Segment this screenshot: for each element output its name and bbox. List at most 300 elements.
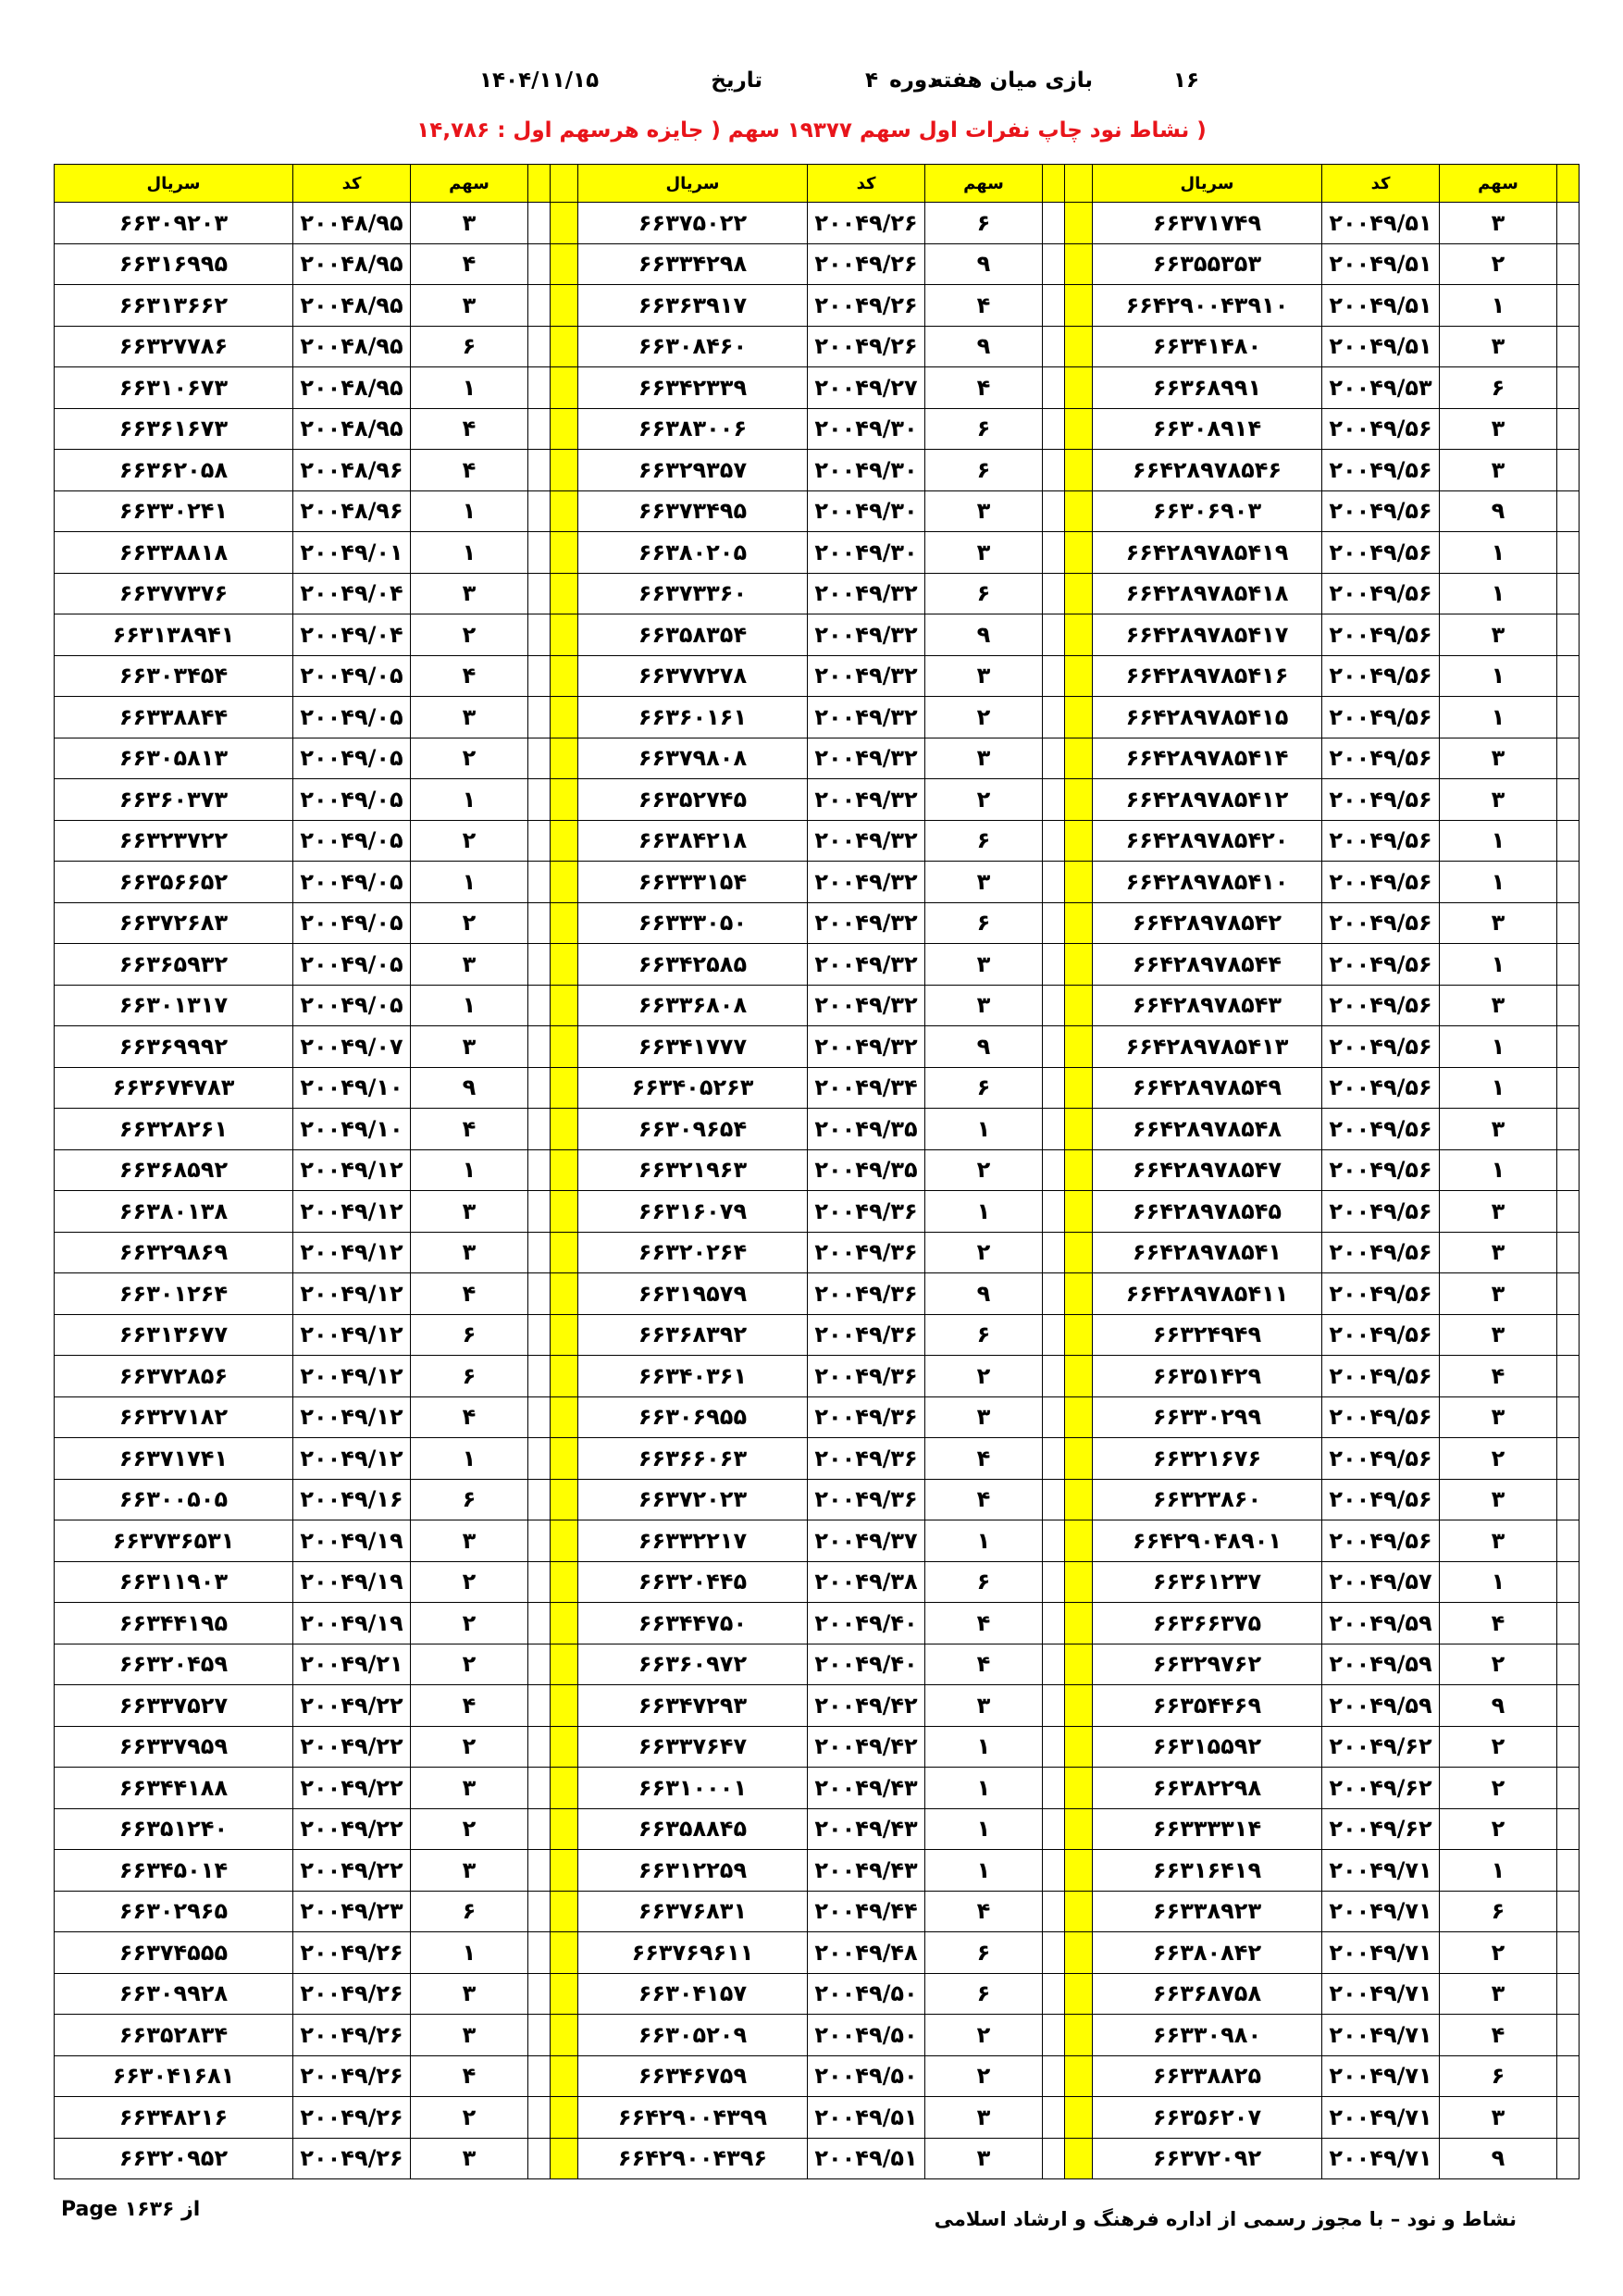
group-separator [1065,326,1093,367]
blank-cell [1043,1973,1065,2015]
serial-cell: ۶۶۳۳۳۱۵۴ [578,862,808,903]
group-separator [551,1932,578,1974]
blank-cell [1557,1479,1580,1520]
code-cell: ۲۰۰۴۹/۵۷ [1322,1561,1440,1603]
code-cell: ۲۰۰۴۹/۲۲ [293,1808,411,1850]
code-cell: ۲۰۰۴۸/۹۵ [293,285,411,327]
serial-cell: ۶۶۳۰۸۴۶۰ [578,326,808,367]
code-cell: ۲۰۰۴۹/۳۶ [808,1438,925,1480]
group-separator [551,2138,578,2179]
blank-cell [1557,779,1580,821]
code-cell: ۲۰۰۴۹/۲۶ [293,2015,411,2056]
blank-cell [1043,738,1065,779]
serial-cell: ۶۶۳۱۱۹۰۳ [55,1561,293,1603]
code-cell: ۲۰۰۴۹/۴۲ [808,1685,925,1727]
group-separator [551,490,578,532]
blank-cell [1043,1026,1065,1068]
group-separator [551,1314,578,1356]
share-cell: ۴ [925,1644,1043,1685]
share-cell: ۳ [925,532,1043,574]
serial-cell: ۶۶۳۵۱۲۴۰ [55,1808,293,1850]
share-cell: ۱ [925,1850,1043,1892]
serial-cell: ۶۶۳۳۷۹۵۹ [55,1726,293,1768]
serial-cell: ۶۶۳۲۰۴۵۹ [55,1644,293,1685]
group-separator [1065,2015,1093,2056]
blank-cell [528,862,551,903]
share-cell: ۶ [411,1479,528,1520]
serial-cell: ۶۶۳۷۶۹۶۱۱ [578,1932,808,1974]
blank-cell [1043,2097,1065,2139]
serial-cell: ۶۶۳۰۳۴۵۴ [55,655,293,697]
serial-cell: ۶۶۳۲۹۷۶۲ [1093,1644,1322,1685]
page-number: ۱۶ [1172,68,1199,93]
group-separator [551,1396,578,1438]
blank-cell [1043,944,1065,986]
group-separator [1065,985,1093,1026]
code-cell: ۲۰۰۴۹/۰۱ [293,532,411,574]
serial-cell: ۶۶۳۲۱۶۷۶ [1093,1438,1322,1480]
share-cell: ۳ [411,1768,528,1809]
serial-cell: ۶۶۳۴۲۵۸۵ [578,944,808,986]
serial-cell: ۶۶۳۱۳۶۶۲ [55,285,293,327]
blank-cell [528,2055,551,2097]
blank-cell [528,1438,551,1480]
blank-cell [1043,902,1065,944]
share-cell: ۳ [925,655,1043,697]
share-cell: ۴ [1440,1356,1557,1397]
code-cell: ۲۰۰۴۸/۹۵ [293,326,411,367]
share-cell: ۴ [925,367,1043,409]
share-cell: ۳ [1440,738,1557,779]
serial-cell: ۶۶۳۶۰۱۶۱ [578,697,808,738]
code-cell: ۲۰۰۴۹/۳۲ [808,902,925,944]
share-cell: ۳ [1440,1314,1557,1356]
code-cell: ۲۰۰۴۹/۵۶ [1322,614,1440,656]
group-separator [1065,408,1093,450]
blank-cell [528,1314,551,1356]
group-separator [551,862,578,903]
share-cell: ۳ [925,944,1043,986]
code-cell: ۲۰۰۴۹/۲۶ [808,285,925,327]
serial-cell: ۶۶۴۲۸۹۷۸۵۴۶ [1093,450,1322,491]
share-cell: ۳ [411,285,528,327]
code-cell: ۲۰۰۴۹/۲۶ [293,1932,411,1974]
code-cell: ۲۰۰۴۹/۵۶ [1322,944,1440,986]
serial-cell: ۶۶۳۷۱۷۴۱ [55,1438,293,1480]
code-cell: ۲۰۰۴۹/۵۰ [808,1973,925,2015]
serial-cell: ۶۶۳۰۲۹۶۵ [55,1891,293,1932]
blank-cell [1043,1891,1065,1932]
serial-cell: ۶۶۳۳۲۲۱۷ [578,1520,808,1562]
table-row [55,1191,1580,1233]
serial-cell: ۶۶۳۴۴۷۵۰ [578,1603,808,1644]
blank-cell [1557,1356,1580,1397]
share-cell: ۴ [411,655,528,697]
serial-cell: ۶۶۳۵۴۴۶۹ [1093,1685,1322,1727]
code-cell: ۲۰۰۴۸/۹۵ [293,367,411,409]
serial-cell: ۶۶۴۲۹۰۰۴۳۹۶ [578,2138,808,2179]
group-separator [551,1356,578,1397]
serial-cell: ۶۶۴۲۸۹۷۸۵۴۱۰ [1093,862,1322,903]
group-separator [551,2097,578,2139]
share-cell: ۹ [925,614,1043,656]
blank-cell [1043,1067,1065,1109]
share-cell: ۶ [925,820,1043,862]
table-row [55,985,1580,1026]
share-cell: ۳ [1440,326,1557,367]
group-separator [1065,738,1093,779]
share-cell: ۹ [925,243,1043,285]
blank-cell [528,326,551,367]
blank-cell [528,1396,551,1438]
blank-cell [1557,1396,1580,1438]
blank-cell [1043,326,1065,367]
blank-cell [528,655,551,697]
group-separator [551,408,578,450]
share-cell: ۴ [411,1109,528,1150]
serial-cell: ۶۶۳۳۰۲۹۹ [1093,1396,1322,1438]
group-separator [551,944,578,986]
code-cell: ۲۰۰۴۹/۳۴ [808,1067,925,1109]
group-separator [1065,1520,1093,1562]
serial-cell: ۶۶۳۴۴۱۹۵ [55,1603,293,1644]
share-cell: ۲ [1440,1932,1557,1974]
code-cell: ۲۰۰۴۹/۲۶ [808,203,925,244]
share-cell: ۶ [925,1932,1043,1974]
code-cell: ۲۰۰۴۹/۳۲ [808,738,925,779]
serial-cell: ۶۶۳۶۹۹۹۲ [55,1026,293,1068]
share-cell: ۱ [1440,655,1557,697]
code-cell: ۲۰۰۴۹/۵۶ [1322,779,1440,821]
share-cell: ۳ [925,2138,1043,2179]
serial-cell: ۶۶۳۶۸۳۹۲ [578,1314,808,1356]
code-cell: ۲۰۰۴۹/۷۱ [1322,2097,1440,2139]
code-cell: ۲۰۰۴۹/۳۵ [808,1149,925,1191]
blank-cell [1557,243,1580,285]
serial-cell: ۶۶۳۷۲۰۲۳ [578,1479,808,1520]
blank-cell [1043,779,1065,821]
table-row [55,902,1580,944]
share-cell: ۴ [411,2055,528,2097]
group-separator [1065,862,1093,903]
blank-cell [1557,820,1580,862]
table-row [55,1232,1580,1273]
code-cell: ۲۰۰۴۹/۵۱ [1322,203,1440,244]
share-cell: ۲ [411,738,528,779]
table-row [55,1644,1580,1685]
serial-cell: ۶۶۴۲۸۹۷۸۵۴۷ [1093,1149,1322,1191]
serial-cell: ۶۶۳۴۲۳۳۹ [578,367,808,409]
serial-cell: ۶۶۳۶۳۹۱۷ [578,285,808,327]
share-cell: ۳ [1440,1520,1557,1562]
blank-cell [1043,450,1065,491]
blank-cell [1043,1109,1065,1150]
code-cell: ۲۰۰۴۹/۴۰ [808,1603,925,1644]
code-cell: ۲۰۰۴۹/۵۶ [1322,1396,1440,1438]
table-row [55,1561,1580,1603]
code-cell: ۲۰۰۴۹/۳۶ [808,1232,925,1273]
code-cell: ۲۰۰۴۹/۱۹ [293,1603,411,1644]
page-count: از ۱۶۳۶ Page [61,2198,201,2221]
share-cell: ۱ [1440,1850,1557,1892]
blank-cell [1557,408,1580,450]
group-separator [551,1273,578,1315]
group-separator [551,1109,578,1150]
code-cell: ۲۰۰۴۹/۵۶ [1322,655,1440,697]
share-cell: ۳ [925,862,1043,903]
blank-cell [1557,1561,1580,1603]
share-cell: ۲ [411,1603,528,1644]
group-separator [551,2015,578,2056]
table-row [55,614,1580,656]
blank-cell [1043,1932,1065,1974]
serial-cell: ۶۶۳۰۶۹۰۳ [1093,490,1322,532]
table-row [55,1273,1580,1315]
serial-cell: ۶۶۳۵۲۸۳۴ [55,2015,293,2056]
serial-cell: ۶۶۳۰۴۱۶۸۱ [55,2055,293,2097]
serial-cell: ۶۶۴۲۹۰۰۴۳۹۱۰ [1093,285,1322,327]
group-separator [1065,1438,1093,1480]
blank-cell [528,1109,551,1150]
serial-cell: ۶۶۳۳۸۸۴۴ [55,697,293,738]
share-cell: ۲ [1440,1726,1557,1768]
blank-cell [528,408,551,450]
group-separator [1065,573,1093,614]
header-blank [1557,165,1580,203]
code-cell: ۲۰۰۴۹/۳۶ [808,1479,925,1520]
page-header [0,63,1623,100]
table-row [55,1932,1580,1974]
blank-cell [528,614,551,656]
code-cell: ۲۰۰۴۹/۵۱ [1322,285,1440,327]
code-cell: ۲۰۰۴۹/۵۶ [1322,1067,1440,1109]
code-cell: ۲۰۰۴۹/۰۷ [293,1026,411,1068]
share-cell: ۹ [925,326,1043,367]
code-cell: ۲۰۰۴۹/۲۶ [808,243,925,285]
group-separator [1065,1850,1093,1892]
serial-cell: ۶۶۳۳۷۵۲۷ [55,1685,293,1727]
code-cell: ۲۰۰۴۹/۷۱ [1322,2015,1440,2056]
serial-cell: ۶۶۳۰۵۸۱۳ [55,738,293,779]
serial-cell: ۶۶۳۸۲۲۹۸ [1093,1768,1322,1809]
share-cell: ۱ [411,1932,528,1974]
code-cell: ۲۰۰۴۹/۶۲ [1322,1768,1440,1809]
group-separator [551,1973,578,2015]
table-row [55,1438,1580,1480]
game-title: بازی میان هفته [930,68,1093,93]
blank-cell [1043,1603,1065,1644]
share-cell: ۲ [1440,1768,1557,1809]
group-separator [551,738,578,779]
serial-cell: ۶۶۴۲۸۹۷۸۵۴۴ [1093,944,1322,986]
serial-cell: ۶۶۳۲۰۲۶۴ [578,1232,808,1273]
serial-cell: ۶۶۳۶۶۳۷۵ [1093,1603,1322,1644]
blank-cell [1557,2055,1580,2097]
group-separator [1065,655,1093,697]
code-cell: ۲۰۰۴۹/۰۵ [293,944,411,986]
blank-cell [528,243,551,285]
serial-cell: ۶۶۳۶۵۹۳۲ [55,944,293,986]
blank-cell [1043,243,1065,285]
serial-cell: ۶۶۳۱۳۸۹۴۱ [55,614,293,656]
code-cell: ۲۰۰۴۹/۳۰ [808,532,925,574]
group-separator [1065,1603,1093,1644]
group-separator [1065,1932,1093,1974]
code-cell: ۲۰۰۴۹/۷۱ [1322,1850,1440,1892]
code-cell: ۲۰۰۴۹/۲۶ [808,326,925,367]
blank-cell [1557,1644,1580,1685]
code-cell: ۲۰۰۴۹/۵۶ [1322,862,1440,903]
serial-cell: ۶۶۳۱۶۹۹۵ [55,243,293,285]
code-cell: ۲۰۰۴۹/۵۶ [1322,1109,1440,1150]
blank-cell [528,1561,551,1603]
share-cell: ۲ [1440,1644,1557,1685]
serial-cell: ۶۶۳۸۰۸۴۲ [1093,1932,1322,1974]
serial-cell: ۶۶۳۶۷۴۷۸۳ [55,1067,293,1109]
serial-cell: ۶۶۳۲۰۹۵۲ [55,2138,293,2179]
serial-cell: ۶۶۳۷۱۷۴۹ [1093,203,1322,244]
serial-cell: ۶۶۳۱۳۶۷۷ [55,1314,293,1356]
share-cell: ۴ [925,285,1043,327]
round-label: دوره [889,68,938,93]
code-cell: ۲۰۰۴۸/۹۵ [293,408,411,450]
share-cell: ۳ [1440,1191,1557,1233]
table-row [55,2138,1580,2179]
code-cell: ۲۰۰۴۹/۲۱ [293,1644,411,1685]
blank-cell [1557,1973,1580,2015]
share-cell: ۲ [411,902,528,944]
serial-cell: ۶۶۳۳۳۰۵۰ [578,902,808,944]
serial-cell: ۶۶۴۲۸۹۷۸۵۴۱۷ [1093,614,1322,656]
group-separator [551,614,578,656]
code-cell: ۲۰۰۴۹/۰۴ [293,614,411,656]
blank-cell [1557,285,1580,327]
serial-cell: ۶۶۴۲۹۰۴۸۹۰۱ [1093,1520,1322,1562]
group-separator [551,2055,578,2097]
code-cell: ۲۰۰۴۹/۴۰ [808,1644,925,1685]
code-cell: ۲۰۰۴۹/۵۱ [808,2097,925,2139]
serial-cell: ۶۶۳۳۸۹۲۳ [1093,1891,1322,1932]
code-cell: ۲۰۰۴۹/۷۱ [1322,1973,1440,2015]
group-separator [1065,1808,1093,1850]
code-cell: ۲۰۰۴۹/۵۱ [808,2138,925,2179]
group-separator [551,1149,578,1191]
share-cell: ۹ [1440,2138,1557,2179]
serial-cell: ۶۶۳۲۷۱۸۲ [55,1396,293,1438]
share-cell: ۴ [411,408,528,450]
share-cell: ۳ [411,203,528,244]
blank-cell [528,1232,551,1273]
header-serial: سریال [578,165,808,203]
share-cell: ۴ [925,1891,1043,1932]
results-table [54,164,1580,2179]
code-cell: ۲۰۰۴۹/۳۶ [808,1314,925,1356]
group-separator [551,367,578,409]
code-cell: ۲۰۰۴۹/۳۸ [808,1561,925,1603]
blank-cell [1043,614,1065,656]
table-row [55,1768,1580,1809]
share-cell: ۱ [925,1520,1043,1562]
share-cell: ۳ [1440,450,1557,491]
table-row [55,1396,1580,1438]
serial-cell: ۶۶۳۳۴۲۹۸ [578,243,808,285]
table-row [55,285,1580,327]
group-separator [1065,1314,1093,1356]
share-cell: ۶ [925,1314,1043,1356]
table-row [55,1603,1580,1644]
code-cell: ۲۰۰۴۸/۹۵ [293,203,411,244]
blank-cell [1557,655,1580,697]
group-separator [551,1768,578,1809]
code-cell: ۲۰۰۴۹/۲۷ [808,367,925,409]
share-cell: ۳ [411,2015,528,2056]
blank-cell [1557,2138,1580,2179]
date-label: تاریخ [711,68,762,93]
code-cell: ۲۰۰۴۹/۲۲ [293,1685,411,1727]
blank-cell [528,2138,551,2179]
share-cell: ۶ [925,1067,1043,1109]
share-cell: ۴ [925,1603,1043,1644]
blank-cell [528,1520,551,1562]
code-cell: ۲۰۰۴۹/۳۲ [808,779,925,821]
share-cell: ۶ [411,326,528,367]
blank-cell [1043,1149,1065,1191]
table-row [55,944,1580,986]
blank-cell [1557,697,1580,738]
blank-cell [528,1603,551,1644]
code-cell: ۲۰۰۴۹/۱۹ [293,1561,411,1603]
code-cell: ۲۰۰۴۹/۴۳ [808,1808,925,1850]
header-blank [528,165,551,203]
share-cell: ۳ [925,1685,1043,1727]
blank-cell [1557,902,1580,944]
serial-cell: ۶۶۳۳۷۶۴۷ [578,1726,808,1768]
serial-cell: ۶۶۳۰۹۲۰۳ [55,203,293,244]
serial-cell: ۶۶۴۲۸۹۷۸۵۴۱ [1093,1232,1322,1273]
serial-cell: ۶۶۳۰۱۲۶۴ [55,1273,293,1315]
blank-cell [1557,1273,1580,1315]
blank-cell [1043,1232,1065,1273]
code-cell: ۲۰۰۴۹/۵۶ [1322,1520,1440,1562]
code-cell: ۲۰۰۴۹/۵۶ [1322,408,1440,450]
code-cell: ۲۰۰۴۹/۵۶ [1322,1191,1440,1233]
blank-cell [1043,655,1065,697]
serial-cell: ۶۶۳۲۹۸۶۹ [55,1232,293,1273]
share-cell: ۳ [1440,2097,1557,2139]
share-cell: ۴ [411,1273,528,1315]
serial-cell: ۶۶۴۲۸۹۷۸۵۴۳ [1093,985,1322,1026]
code-cell: ۲۰۰۴۹/۳۲ [808,573,925,614]
code-cell: ۲۰۰۴۹/۵۹ [1322,1644,1440,1685]
share-cell: ۱ [1440,1561,1557,1603]
blank-cell [528,1026,551,1068]
serial-cell: ۶۶۳۵۱۴۲۹ [1093,1356,1322,1397]
code-cell: ۲۰۰۴۹/۲۳ [293,1891,411,1932]
code-cell: ۲۰۰۴۹/۲۶ [293,2138,411,2179]
serial-cell: ۶۶۴۲۸۹۷۸۵۴۱۴ [1093,738,1322,779]
share-cell: ۳ [1440,1973,1557,2015]
blank-cell [1557,490,1580,532]
share-cell: ۲ [411,614,528,656]
share-cell: ۱ [925,1109,1043,1150]
table-row [55,862,1580,903]
serial-cell: ۶۶۴۲۸۹۷۸۵۴۲۰ [1093,820,1322,862]
blank-cell [1043,1850,1065,1892]
share-cell: ۲ [925,1149,1043,1191]
code-cell: ۲۰۰۴۹/۱۲ [293,1149,411,1191]
share-cell: ۳ [411,573,528,614]
blank-cell [1043,1273,1065,1315]
